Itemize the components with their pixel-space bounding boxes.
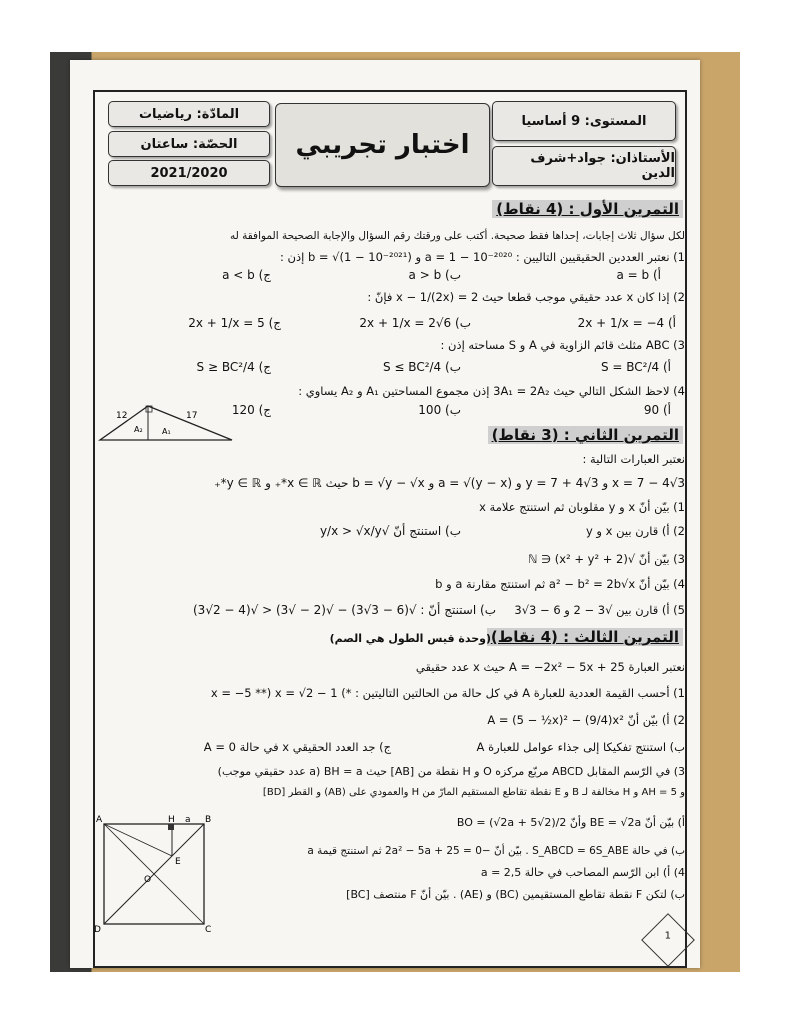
subject-label: المادّة: رياضيات (138, 106, 240, 122)
ex1-q2: 2) إذا كان x عدد حقيقي موجب قطعا حيث x − 1/(2x) = 2 فإنّ : (367, 290, 685, 304)
ex3-unit: (وحدة قيس الطول هي الصم) (329, 632, 491, 645)
fig-label-17: 17 (186, 411, 198, 421)
ex1-q1-a: أ) a = b (616, 268, 661, 282)
ex2-q2b: ب) استنتج أنّ √y/x > √x/y (319, 524, 461, 538)
year-label: 2021/2020 (150, 165, 228, 181)
label-A: A (96, 815, 103, 825)
ex3-q4b: ب) لتكن F نقطة تقاطع المستقيمين (BC) و (AE) . بيّن أنّ F منتصف [BC] (346, 888, 685, 901)
duration-label: الحصّة: ساعتان (140, 136, 238, 152)
ex2-q5: 5) أ) قارن بين √3 − 2 و 6 − 3√3 (514, 603, 685, 617)
ex1-q1-c: ج) a < b (222, 268, 271, 282)
ex1-triangle-figure (96, 400, 236, 446)
ex2-q2a: 2) أ) قارن بين x و y (585, 524, 685, 538)
ex2-q1: 1) بيّن أنّ x و y مقلوبان ثم استنتج علامة x (479, 500, 685, 514)
label-D: D (94, 925, 101, 935)
ex3-q1: 1) أحسب القيمة العددية للعبارة A في كل حالة من الحالتين التاليتين : *) x = −5 **) x = √2 − 1 (210, 686, 685, 700)
ex3-q3c: أ) بيّن أنّ BE = √2a وأنّ BO = (√2a + 5√2)/2 (456, 816, 685, 829)
ex2-q4: 4) بيّن أنّ a² − b² = 2b√x ثم استنتج مقارنة a و b (435, 577, 685, 591)
label-H: H (168, 815, 175, 825)
ex2-q3: 3) بيّن أنّ √(x² + y² + 2) ∈ ℕ (528, 552, 685, 566)
fig-label-A1: A₁ (162, 427, 171, 436)
ex1-q3-c: ج) S ≥ BC²/4 (196, 360, 271, 374)
ex2-q5b: ب) استنتج أنّ : √(6 − 3√3) − √(2 − √3) < √(4 − 2√3) (192, 603, 496, 617)
ex2-defs: x = 7 − 4√3 و y = 7 + 4√3 و a = √(y − x) و b = √y − √x حيث x ∈ ℝ*₊ و y ∈ ℝ*₊ (214, 476, 685, 490)
ex1-q1: 1) نعتبر العددين الحقيقيين التاليين : a = 1 − 10⁻²⁰²⁰ و b = √(1 − 10⁻²⁰²¹) إذن : (279, 250, 685, 264)
ex1-q4-a: أ) 90 (643, 403, 671, 417)
label-O: O (144, 875, 152, 885)
ex3-title: التمرين الثالث : (4 نقاط) (487, 628, 683, 646)
ex3-square-figure (92, 812, 214, 936)
fig-label-A2: A₂ (134, 425, 143, 434)
ex1-q4: 4) لاحظ الشكل التالي حيث 3A₁ = 2A₂ إذن مجموع المساحتين A₁ و A₂ يساوي : (298, 384, 685, 398)
ex2-title: التمرين الثاني : (3 نقاط) (488, 426, 683, 444)
label-C: C (205, 925, 212, 935)
label-B: B (205, 815, 212, 825)
duration-box (108, 131, 270, 157)
ex1-intro: لكل سؤال ثلاث إجابات، إحداها فقط صحيحة. أكتب على ورقتك رقم السؤال والإجابة الصحيحة الموافقة له (229, 230, 685, 242)
ex1-q2-c: ج) 2x + 1/x = 5 (188, 316, 281, 330)
teachers-box (492, 146, 676, 186)
ex1-q3-a: أ) S = BC²/4 (600, 360, 671, 374)
year-box (108, 160, 270, 186)
ex1-q4-c: ج) 120 (231, 403, 271, 417)
ex3-q3d: ب) في حالة S_ABCD = 6S_ABE . بيّن أنّ −2a² − 5a + 25 = 0 ثم استنتج قيمة a (307, 845, 685, 857)
ex3-q4a: 4) أ) ابن الرّسم المصاحب في حالة a = 2,5 (480, 866, 685, 879)
teachers-label: الأستاذان: جواد+شرف الدين (530, 151, 675, 181)
level-label: المستوى: 9 أساسيا (521, 113, 647, 129)
ex1-q2-b: ب) 2x + 1/x = 2√6 (359, 316, 471, 330)
ex3-q3b: و AH = 5 و H مخالفة لـ B و E نقطة تقاطع المستقيم المارّ من H والعمودي على (AB) و القطر [BD] (262, 787, 685, 798)
ex3-q3: 3) في الرّسم المقابل ABCD مربّع مركزه O و H نقطة من [AB] حيث BH = a (a عدد حقيقي موجب) (217, 765, 685, 778)
ex1-q4-b: ب) 100 (418, 403, 461, 417)
exam-title: اختبار تجريبي (295, 130, 470, 160)
ex1-title: التمرين الأول : (4 نقاط) (492, 200, 683, 218)
ex3-q2c: ج) جد العدد الحقيقي x في حالة A = 0 (203, 740, 391, 754)
ex1-q3: 3) ABC مثلث قائم الزاوية في A و S مساحته إذن : (440, 338, 685, 352)
subject-box (108, 101, 270, 127)
page-number: 1 (664, 930, 671, 942)
ex1-q2-a: أ) 2x + 1/x = −4 (577, 316, 676, 330)
ex3-q2b: ب) استنتج تفكيكا إلى جذاء عوامل للعبارة A (476, 740, 685, 754)
ex2-intro: نعتبر العبارات التالية : (582, 452, 685, 466)
label-a: a (185, 815, 191, 825)
level-box (492, 101, 676, 141)
exam-title-box (275, 103, 490, 187)
segment-AE (104, 824, 172, 856)
ex3-q2a: 2) أ) بيّن أنّ A = (5 − ½x)² − (9/4)x² (487, 713, 685, 727)
ex1-q1-b: ب) a > b (408, 268, 461, 282)
label-E: E (175, 857, 181, 867)
fig-label-12: 12 (116, 411, 128, 421)
ex1-q3-b: ب) S ≤ BC²/4 (383, 360, 461, 374)
ex3-intro: نعتبر العبارة A = −2x² − 5x + 25 حيث x عدد حقيقي (415, 660, 685, 674)
